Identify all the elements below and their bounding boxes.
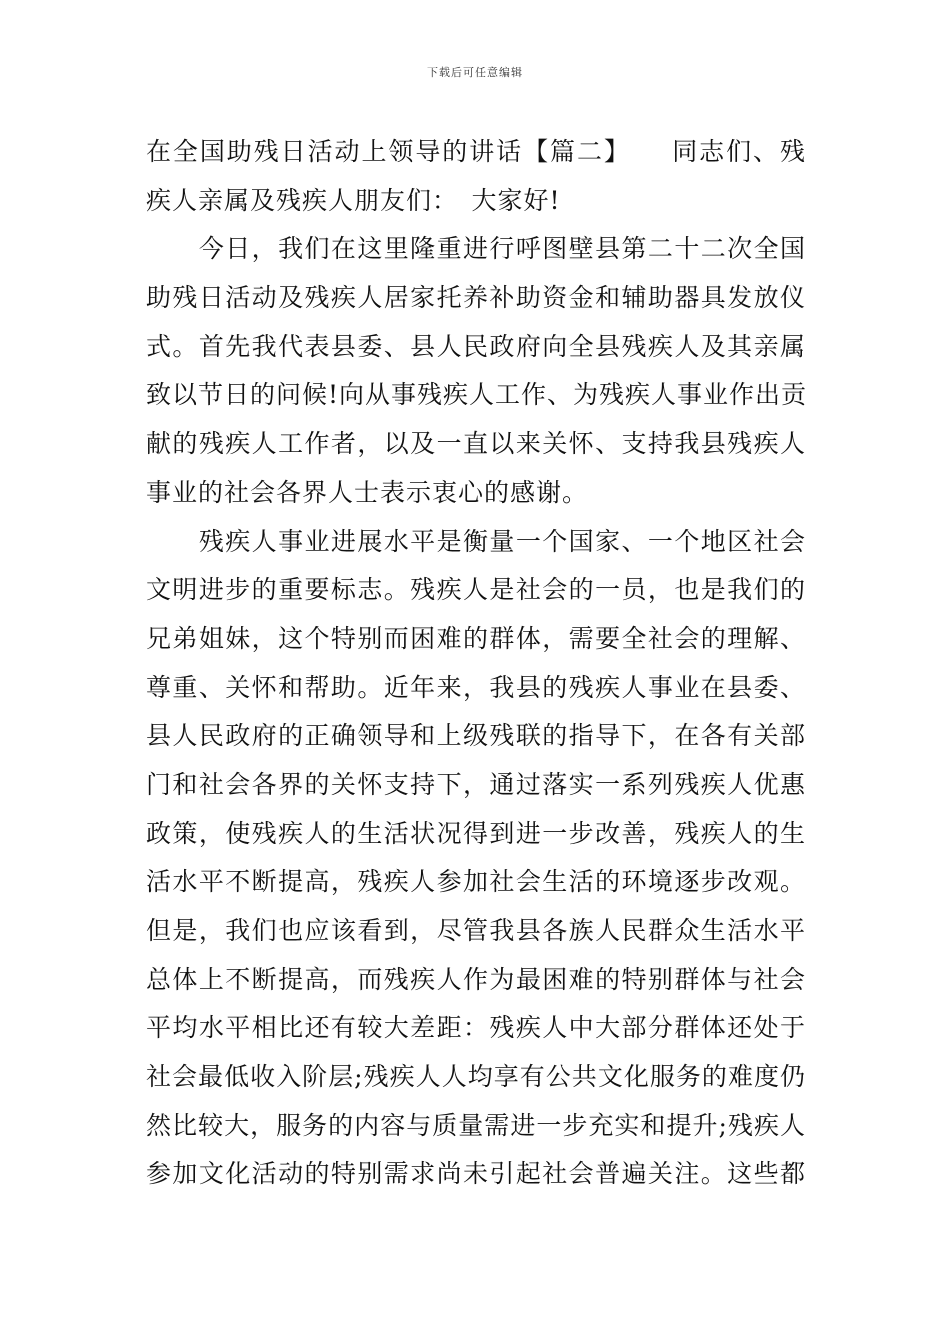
- text-line: 平均水平相比还有较大差距：残疾人中大部分群体还处于: [146, 1013, 806, 1043]
- document-body: [146, 128, 806, 1199]
- text-line: 但是，我们也应该看到，尽管我县各族人民群众生活水平: [146, 916, 806, 945]
- text-line: 参加文化活动的特别需求尚未引起社会普遍关注。这些都: [146, 1159, 806, 1189]
- text-line: 门和社会各界的关怀支持下，通过落实一系列残疾人优惠: [146, 769, 806, 799]
- text-line: 献的残疾人工作者，以及一直以来关怀、支持我县残疾人: [146, 429, 806, 459]
- text-line: 疾人亲属及残疾人朋友们： 大家好!: [146, 185, 561, 215]
- text-line: 今日，我们在这里隆重进行呼图壁县第二十二次全国: [146, 234, 806, 264]
- text-line: 事业的社会各界人士表示衷心的感谢。: [146, 477, 589, 507]
- text-line: 政策，使残疾人的生活状况得到进一步改善，残疾人的生: [146, 818, 806, 848]
- text-line: 尊重、关怀和帮助。近年来，我县的残疾人事业在县委、: [146, 672, 806, 702]
- header-note: 下载后可任意编辑: [427, 66, 523, 79]
- text-line: 县人民政府的正确领导和上级残联的指导下，在各有关部: [146, 721, 806, 751]
- text-line: 社会最低收入阶层;残疾人人均享有公共文化服务的难度仍: [146, 1062, 806, 1092]
- text-line: 残疾人事业进展水平是衡量一个国家、一个地区社会: [146, 526, 806, 556]
- text-line: 总体上不断提高，而残疾人作为最困难的特别群体与社会: [146, 964, 806, 994]
- text-line: 式。首先我代表县委、县人民政府向全县残疾人及其亲属: [146, 331, 806, 361]
- text-line: 兄弟姐妹，这个特别而困难的群体，需要全社会的理解、: [146, 623, 806, 653]
- text-line: 在全国助残日活动上领导的讲话【篇二】 同志们、残: [146, 137, 806, 166]
- text-line: 致以节日的问候!向从事残疾人工作、为残疾人事业作出贡: [146, 380, 808, 410]
- text-line: 文明进步的重要标志。残疾人是社会的一员，也是我们的: [146, 575, 806, 605]
- text-line: 活水平不断提高，残疾人参加社会生活的环境逐步改观。: [146, 867, 806, 897]
- text-line: 然比较大，服务的内容与质量需进一步充实和提升;残疾人: [146, 1110, 806, 1140]
- text-line: 助残日活动及残疾人居家托养补助资金和辅助器具发放仪: [146, 283, 806, 313]
